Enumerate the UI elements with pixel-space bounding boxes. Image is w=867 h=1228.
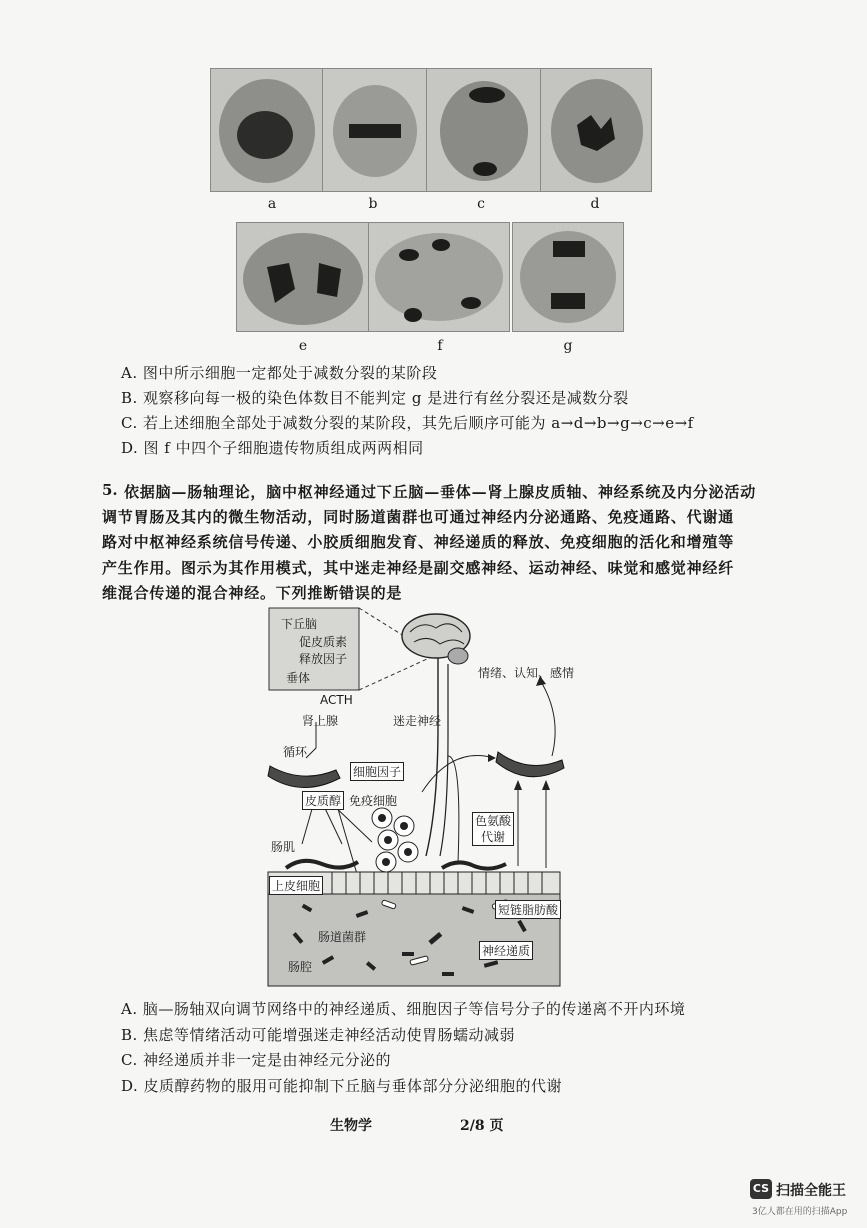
q4-option-d: D. 图 f 中四个子细胞遗传物质组成两两相同 xyxy=(121,439,424,457)
label-hypothalamus: 下丘脑 xyxy=(281,617,318,631)
micrograph-b-image xyxy=(323,69,427,191)
micrograph-panel-g xyxy=(512,222,624,332)
q5-stem-line-5: 维混合传递的混合神经。下列推断错误的是 xyxy=(102,584,403,602)
camscanner-logo-icon: CS xyxy=(750,1179,772,1199)
q5-stem-line-2: 调节胃肠及其内的微生物活动，同时肠道菌群也可通过神经内分泌通路、免疫通路、代谢通 xyxy=(102,508,735,526)
question-number: 5. xyxy=(102,481,118,499)
q4-option-a: A. 图中所示细胞一定都处于减数分裂的某阶段 xyxy=(121,364,438,382)
label-gut-muscle: 肠肌 xyxy=(271,840,296,854)
brain-icon xyxy=(402,614,470,664)
q5-option-c: C. 神经递质并非一定是由神经元分泌的 xyxy=(121,1051,391,1069)
micrograph-panel-d xyxy=(540,68,652,192)
q5-stem-line-4: 产生作用。图示为其作用模式，其中迷走神经是副交感神经、运动神经、味觉和感觉神经纤 xyxy=(102,559,735,577)
micrograph-g-image xyxy=(513,223,623,331)
immune-cells-icon xyxy=(372,808,418,872)
caption-e: e xyxy=(298,338,308,354)
label-epithelium: 上皮细胞 xyxy=(269,876,323,895)
micrograph-d-image xyxy=(541,69,651,191)
vessel-right-icon xyxy=(496,752,564,777)
micrograph-e-image xyxy=(237,223,369,331)
label-cortisol: 皮质醇 xyxy=(302,791,344,810)
q5-stem-line-3: 路对中枢神经系统信号传递、小胶质细胞发育、神经递质的释放、免疫细胞的活化和增殖等 xyxy=(102,533,735,551)
micrograph-panel-b xyxy=(322,68,428,192)
label-emotion: 情绪、认知、感情 xyxy=(478,666,575,680)
q5-stem-line-1: 依据脑—肠轴理论，脑中枢神经通过下丘脑—垂体—肾上腺皮质轴、神经系统及内分泌活动 xyxy=(124,483,757,501)
label-tryptophan-line2: 代谢 xyxy=(481,830,506,844)
vessel-left-icon xyxy=(268,766,340,788)
label-crh-line2: 释放因子 xyxy=(299,652,348,666)
watermark-subtitle: 3亿人都在用的扫描App xyxy=(752,1207,848,1217)
micrograph-panel-a xyxy=(210,68,324,192)
q5-option-a: A. 脑—肠轴双向调节网络中的神经递质、细胞因子等信号分子的传递离不开内环境 xyxy=(121,1000,686,1018)
caption-f: f xyxy=(437,338,443,354)
q4-option-c: C. 若上述细胞全部处于减数分裂的某阶段，其先后顺序可能为 a→d→b→g→c→e→f xyxy=(121,414,694,432)
micrograph-panel-e xyxy=(236,222,370,332)
label-adrenal: 肾上腺 xyxy=(302,714,339,728)
label-crh-line1: 促皮质素 xyxy=(299,635,348,649)
caption-b: b xyxy=(368,196,378,212)
label-scfa: 短链脂肪酸 xyxy=(495,900,561,919)
footer-subject: 生物学 xyxy=(330,1118,372,1134)
q5-option-b: B. 焦虑等情绪活动可能增强迷走神经活动使胃肠蠕动减弱 xyxy=(121,1026,516,1044)
label-acth: ACTH xyxy=(320,693,353,707)
label-flora: 肠道菌群 xyxy=(318,930,367,944)
label-vagus: 迷走神经 xyxy=(393,714,442,728)
q5-option-d: D. 皮质醇药物的服用可能抑制下丘脑与垂体部分分泌细胞的代谢 xyxy=(121,1077,563,1095)
micrograph-panel-c xyxy=(426,68,542,192)
label-pituitary: 垂体 xyxy=(286,671,311,685)
micrograph-a-image xyxy=(211,69,323,191)
micrograph-c-image xyxy=(427,69,541,191)
label-neurotransmitter: 神经递质 xyxy=(479,941,533,960)
caption-d: d xyxy=(590,196,600,212)
q4-option-b: B. 观察移向每一极的染色体数目不能判定 g 是进行有丝分裂还是减数分裂 xyxy=(121,389,629,407)
label-tryptophan-line1: 色氨酸 xyxy=(475,814,512,828)
caption-c: c xyxy=(477,196,485,212)
label-tryptophan xyxy=(472,812,514,846)
caption-g: g xyxy=(563,338,573,354)
watermark-name: 扫描全能王 xyxy=(776,1183,846,1199)
label-lumen: 肠腔 xyxy=(288,960,313,974)
micrograph-f-image xyxy=(369,223,509,331)
caption-a: a xyxy=(267,196,277,212)
footer-page-number: 2/8 页 xyxy=(460,1118,504,1134)
label-immune-cell: 免疫细胞 xyxy=(349,794,398,808)
label-cytokine: 细胞因子 xyxy=(350,762,404,781)
label-circulation: 循环 xyxy=(283,745,308,759)
micrograph-panel-f xyxy=(368,222,510,332)
